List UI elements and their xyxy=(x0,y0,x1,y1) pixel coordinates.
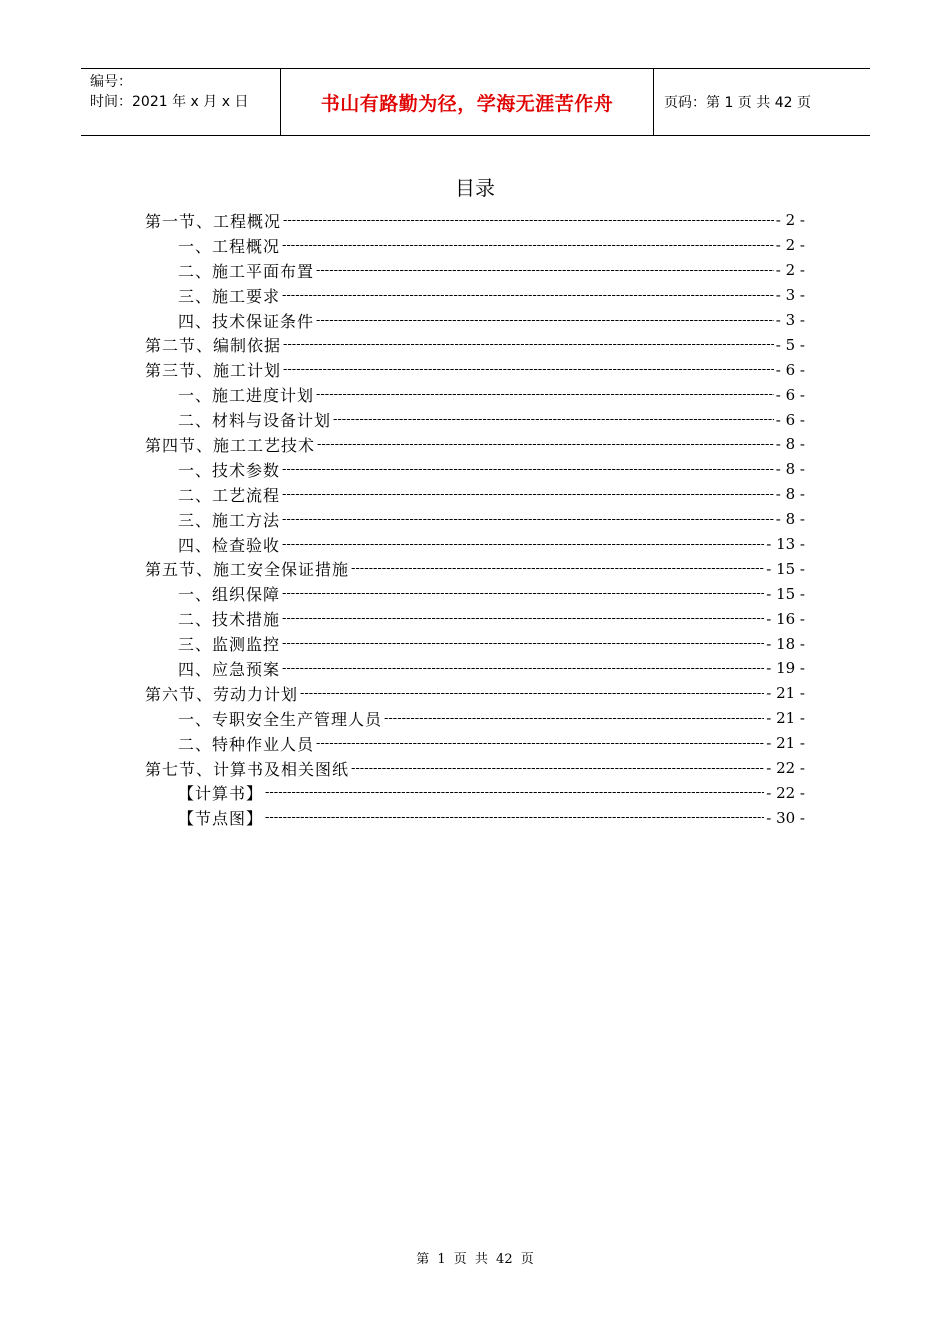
toc-entry-page: - 13 - xyxy=(766,535,805,554)
toc-entry-title: 二、施工平面布置 xyxy=(178,261,315,281)
toc-entry[interactable] xyxy=(145,681,805,706)
toc-entry-page: - 19 - xyxy=(766,659,805,678)
toc-entry-title: 二、材料与设备计划 xyxy=(178,411,332,431)
toc-entry-title: 第四节、施工工艺技术 xyxy=(145,435,316,455)
toc-entry-title: 四、检查验收 xyxy=(178,535,281,555)
toc-entry-page: - 6 - xyxy=(775,360,805,379)
toc-leader-dashes xyxy=(265,785,764,800)
document-header xyxy=(81,68,870,136)
toc-entry[interactable] xyxy=(145,656,805,681)
toc-entry-page: - 8 - xyxy=(775,485,805,504)
toc-entry-title: 二、技术措施 xyxy=(178,610,281,630)
toc-entry[interactable] xyxy=(145,805,805,830)
toc-title: 目录 xyxy=(455,176,495,200)
header-meta xyxy=(81,69,281,135)
toc-entry[interactable] xyxy=(145,780,805,805)
toc-entry-title: 第二节、编制依据 xyxy=(145,336,282,356)
toc-entry-title: 第七节、计算书及相关图纸 xyxy=(145,759,350,779)
toc-entry-page: - 2 - xyxy=(775,236,805,255)
toc-leader-dashes xyxy=(351,561,764,576)
document-number-label: 编号： xyxy=(90,74,132,90)
toc-entry[interactable] xyxy=(145,731,805,756)
header-page-info: 页码：第 1 页 共 42 页 xyxy=(664,95,811,111)
toc-entry[interactable] xyxy=(145,556,805,581)
toc-entry[interactable] xyxy=(145,631,805,656)
toc-entry[interactable] xyxy=(145,382,805,407)
toc-entry-title: 一、组织保障 xyxy=(178,585,281,605)
toc-entry-page: - 2 - xyxy=(775,211,805,230)
toc-entry-title: 一、施工进度计划 xyxy=(178,386,315,406)
toc-leader-dashes xyxy=(316,736,764,751)
toc-entry-page: - 30 - xyxy=(766,808,805,827)
toc-entry-title: 四、应急预案 xyxy=(178,659,281,679)
toc-entry-page: - 3 - xyxy=(775,311,805,329)
toc-entry-page: - 5 - xyxy=(775,335,805,354)
toc-entry[interactable] xyxy=(145,432,805,457)
toc-entry-title: 【节点图】 xyxy=(178,809,264,829)
toc-leader-dashes xyxy=(282,537,764,552)
toc-entry-title: 三、施工方法 xyxy=(178,510,281,530)
toc-entry[interactable] xyxy=(145,532,805,557)
toc-leader-dashes xyxy=(333,412,774,427)
toc-leader-dashes xyxy=(282,661,764,676)
toc-entry-title: 第三节、施工计划 xyxy=(145,361,282,381)
toc-entry[interactable] xyxy=(145,208,805,233)
table-of-contents xyxy=(145,208,805,830)
toc-leader-dashes xyxy=(282,288,774,303)
toc-entry[interactable] xyxy=(145,756,805,781)
toc-entry-title: 【计算书】 xyxy=(178,784,264,804)
toc-entry-page: - 3 - xyxy=(775,286,805,305)
toc-leader-dashes xyxy=(265,810,764,825)
toc-entry[interactable] xyxy=(145,457,805,482)
toc-leader-dashes xyxy=(316,313,774,328)
toc-leader-dashes xyxy=(282,512,774,527)
toc-entry-title: 一、技术参数 xyxy=(178,460,281,480)
toc-entry[interactable] xyxy=(145,482,805,507)
toc-entry-page: - 6 - xyxy=(775,385,805,404)
document-date: 时间：2021 年 x 月 x 日 xyxy=(90,94,249,110)
toc-entry-page: - 8 - xyxy=(775,435,805,454)
toc-entry-title: 一、专职安全生产管理人员 xyxy=(178,709,383,729)
toc-entry[interactable] xyxy=(145,357,805,382)
toc-entry-title: 三、施工要求 xyxy=(178,286,281,306)
page-footer: 第 1 页 共 42 页 xyxy=(416,1252,534,1267)
toc-entry[interactable] xyxy=(145,258,805,283)
toc-entry-page: - 22 - xyxy=(766,783,805,802)
toc-entry-page: - 15 - xyxy=(766,584,805,603)
toc-leader-dashes xyxy=(283,337,774,352)
toc-leader-dashes xyxy=(282,462,774,477)
toc-leader-dashes xyxy=(384,711,764,726)
toc-entry-page: - 8 - xyxy=(775,460,805,479)
toc-leader-dashes xyxy=(282,487,774,502)
toc-entry[interactable] xyxy=(145,507,805,532)
toc-entry-page: - 16 - xyxy=(766,609,805,628)
toc-entry-page: - 21 - xyxy=(766,734,805,753)
toc-entry-title: 三、监测监控 xyxy=(178,635,281,655)
toc-entry[interactable] xyxy=(145,407,805,432)
toc-entry[interactable] xyxy=(145,332,805,357)
toc-entry-page: - 8 - xyxy=(775,510,805,529)
toc-entry-title: 第六节、劳动力计划 xyxy=(145,684,299,704)
toc-leader-dashes xyxy=(316,263,774,278)
toc-leader-dashes xyxy=(317,437,774,452)
toc-leader-dashes xyxy=(283,362,774,377)
toc-entry[interactable] xyxy=(145,233,805,258)
toc-entry-page: - 21 - xyxy=(766,684,805,703)
toc-entry-title: 一、工程概况 xyxy=(178,236,281,256)
toc-entry[interactable] xyxy=(145,283,805,308)
toc-leader-dashes xyxy=(282,636,764,651)
toc-entry[interactable] xyxy=(145,308,805,333)
toc-entry[interactable] xyxy=(145,581,805,606)
toc-leader-dashes xyxy=(283,213,774,228)
toc-leader-dashes xyxy=(300,686,764,701)
toc-entry-title: 第一节、工程概况 xyxy=(145,211,282,231)
toc-entry-page: - 18 - xyxy=(766,634,805,653)
toc-entry-title: 第五节、施工安全保证措施 xyxy=(145,560,350,580)
toc-entry[interactable] xyxy=(145,606,805,631)
toc-leader-dashes xyxy=(282,611,764,626)
toc-entry-title: 二、特种作业人员 xyxy=(178,734,315,754)
toc-entry-page: - 15 - xyxy=(766,559,805,578)
toc-leader-dashes xyxy=(316,387,774,402)
toc-leader-dashes xyxy=(282,586,764,601)
toc-leader-dashes xyxy=(282,238,774,253)
toc-entry-page: - 2 - xyxy=(775,261,805,280)
toc-leader-dashes xyxy=(351,761,764,776)
toc-entry-page: - 21 - xyxy=(766,709,805,728)
toc-entry-page: - 6 - xyxy=(775,410,805,429)
toc-entry-title: 二、工艺流程 xyxy=(178,485,281,505)
toc-entry-page: - 22 - xyxy=(766,759,805,778)
toc-entry-title: 四、技术保证条件 xyxy=(178,311,315,331)
toc-entry[interactable] xyxy=(145,706,805,731)
header-motto: 书山有路勤为径，学海无涯苦作舟 xyxy=(281,69,654,135)
